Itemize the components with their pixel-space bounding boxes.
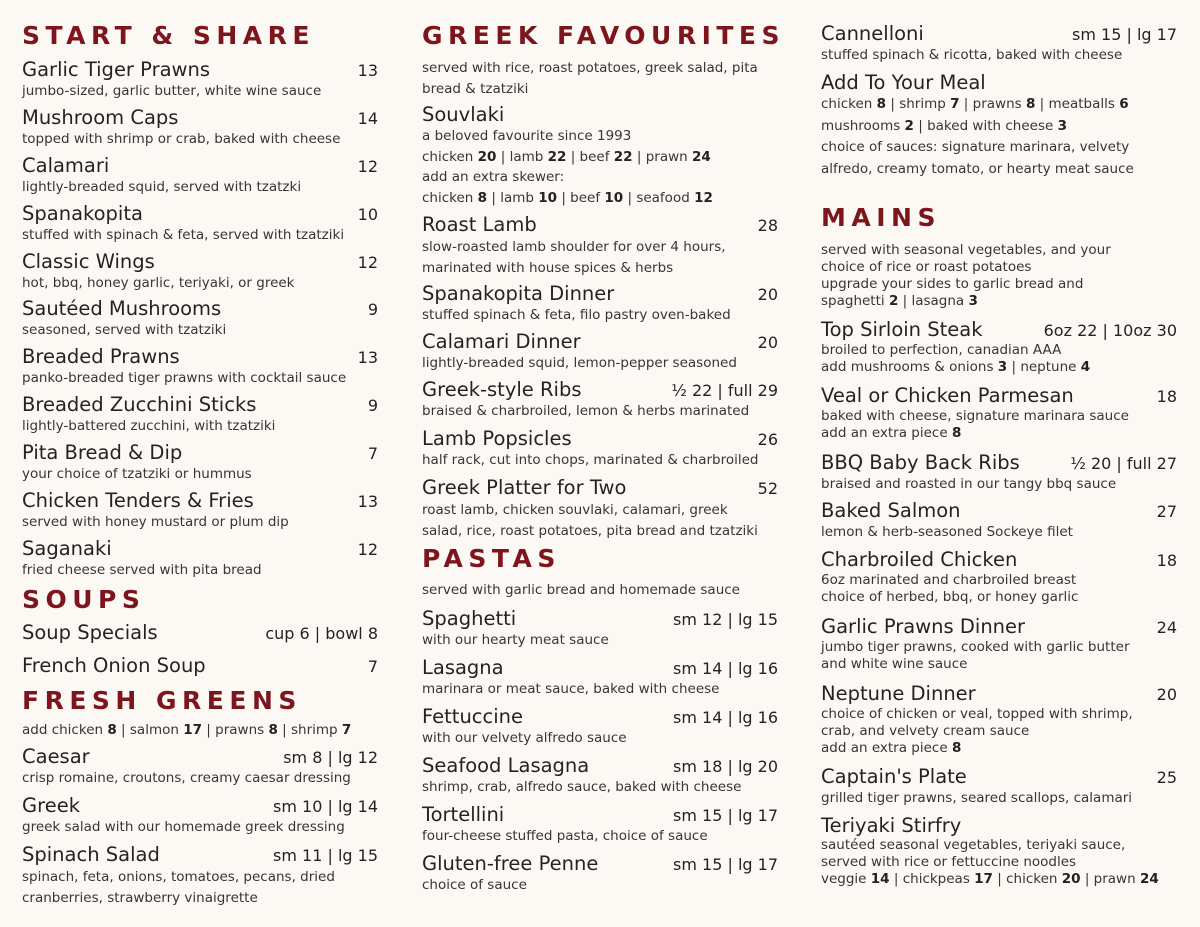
menu-item bbox=[821, 616, 1177, 673]
menu-item bbox=[821, 23, 1177, 64]
item-desc: topped with shrimp or crab, baked with cheese bbox=[22, 131, 341, 147]
item-name: Cannelloni bbox=[821, 22, 924, 45]
item-name: Mushroom Caps bbox=[22, 106, 179, 129]
menu-item bbox=[22, 155, 378, 196]
item-price: 13 bbox=[357, 492, 378, 511]
menu-item bbox=[22, 490, 378, 531]
item-desc: roast lamb, chicken souvlaki, calamari, greek bbox=[422, 502, 728, 518]
item-name: Calamari bbox=[22, 154, 110, 177]
item-desc: braised and roasted in our tangy bbq sauce bbox=[821, 476, 1117, 492]
item-price: ½ 22 | full 29 bbox=[671, 381, 778, 400]
item-desc: marinara or meat sauce, baked with cheese bbox=[422, 681, 720, 697]
menu-item bbox=[422, 283, 778, 324]
item-price: sm 8 | lg 12 bbox=[283, 748, 378, 767]
item-desc: with our hearty meat sauce bbox=[422, 632, 609, 648]
item-name: Teriyaki Stirfry bbox=[821, 814, 962, 837]
item-price: 7 bbox=[367, 444, 378, 463]
menu-item bbox=[821, 319, 1177, 376]
item-desc: stuffed spinach & ricotta, baked with cheese bbox=[821, 47, 1123, 63]
section-title-start-share: START & SHARE bbox=[22, 21, 315, 50]
item-desc: 6oz marinated and charbroiled breast bbox=[821, 572, 1077, 588]
item-price: sm 12 | lg 15 bbox=[673, 610, 778, 629]
menu-item bbox=[22, 251, 378, 292]
item-desc: spinach, feta, onions, tomatoes, pecans, dried bbox=[22, 869, 335, 885]
menu-item bbox=[821, 452, 1177, 493]
item-desc: choice of chicken or veal, topped with shrimp, bbox=[821, 706, 1133, 722]
item-name: Add To Your Meal bbox=[821, 71, 986, 94]
item-name: Top Sirloin Steak bbox=[821, 318, 983, 341]
menu-item bbox=[22, 538, 378, 579]
menu-item bbox=[422, 804, 778, 845]
item-name: Classic Wings bbox=[22, 250, 155, 273]
item-price: 24 bbox=[1156, 618, 1177, 637]
menu-item bbox=[422, 214, 778, 278]
item-price: 7 bbox=[367, 657, 378, 676]
item-price: 28 bbox=[757, 216, 778, 235]
item-name: Pita Bread & Dip bbox=[22, 441, 183, 464]
item-name: Tortellini bbox=[422, 803, 505, 826]
item-price: 13 bbox=[357, 348, 378, 367]
menu-item bbox=[22, 203, 378, 244]
item-name: Seafood Lasagna bbox=[422, 754, 590, 777]
menu-item bbox=[422, 331, 778, 372]
menu-item bbox=[422, 706, 778, 747]
item-desc: baked with cheese, signature marinara sauce bbox=[821, 408, 1129, 424]
item-name: Captain's Plate bbox=[821, 765, 967, 788]
item-desc: a beloved favourite since 1993 bbox=[422, 128, 632, 144]
item-desc: stuffed spinach & feta, filo pastry oven-baked bbox=[422, 307, 731, 323]
item-desc: panko-breaded tiger prawns with cocktail sauce bbox=[22, 370, 347, 386]
section-title-fresh-greens: FRESH GREENS bbox=[22, 686, 302, 715]
item-desc: four-cheese stuffed pasta, choice of sauce bbox=[422, 828, 708, 844]
item-price: 20 bbox=[757, 285, 778, 304]
item-price: 9 bbox=[367, 396, 378, 415]
item-price: 26 bbox=[757, 430, 778, 449]
menu-item bbox=[821, 549, 1177, 606]
item-price: ½ 20 | full 27 bbox=[1070, 454, 1177, 473]
item-desc: marinated with house spices & herbs bbox=[422, 259, 674, 276]
item-desc: braised & charbroiled, lemon & herbs marinated bbox=[422, 403, 750, 419]
item-price: 20 bbox=[757, 333, 778, 352]
item-price: 10 bbox=[357, 205, 378, 224]
item-desc: fried cheese served with pita bread bbox=[22, 562, 262, 578]
item-desc: jumbo tiger prawns, cooked with garlic butter bbox=[821, 639, 1130, 655]
menu-item bbox=[821, 385, 1177, 442]
menu-item bbox=[22, 298, 378, 339]
item-price: 12 bbox=[357, 253, 378, 272]
item-price: 18 bbox=[1156, 551, 1177, 570]
item-price: sm 15 | lg 17 bbox=[673, 855, 778, 874]
item-desc: cranberries, strawberry vinaigrette bbox=[22, 890, 258, 906]
item-name: Lamb Popsicles bbox=[422, 427, 572, 450]
item-desc: salad, rice, roast potatoes, pita bread and tzatziki bbox=[422, 523, 758, 539]
item-desc: served with honey mustard or plum dip bbox=[22, 514, 289, 530]
item-desc: lemon & herb-seasoned Sockeye filet bbox=[821, 524, 1073, 540]
menu-item bbox=[22, 844, 378, 909]
item-desc: stuffed with spinach & feta, served with tzatziki bbox=[22, 227, 345, 243]
item-desc: and white wine sauce bbox=[821, 656, 968, 672]
item-name: Soup Specials bbox=[22, 621, 158, 644]
greens-addons: add chicken 8 | salmon 17 | prawns 8 | shrimp 7 bbox=[22, 722, 352, 738]
menu-item bbox=[22, 346, 378, 387]
item-name: Garlic Tiger Prawns bbox=[22, 58, 211, 81]
item-name: French Onion Soup bbox=[22, 654, 206, 677]
item-addon: add an extra piece 8 bbox=[821, 740, 962, 756]
menu-item bbox=[22, 622, 378, 645]
item-price: 14 bbox=[357, 109, 378, 128]
item-name: Fettuccine bbox=[422, 705, 524, 728]
item-name: Saganaki bbox=[22, 537, 112, 560]
greek-note: served with rice, roast potatoes, greek salad, pita bread & tzatziki bbox=[422, 60, 758, 97]
item-desc: seasoned, served with tzatziki bbox=[22, 322, 227, 338]
item-price: sm 14 | lg 16 bbox=[673, 659, 778, 678]
item-name: Lasagna bbox=[422, 656, 504, 679]
item-price: 52 bbox=[757, 479, 778, 498]
menu-item bbox=[422, 853, 778, 894]
pastas-note: served with garlic bread and homemade sauce bbox=[422, 582, 740, 598]
menu-item bbox=[22, 59, 378, 100]
item-desc: grilled tiger prawns, seared scallops, calamari bbox=[821, 790, 1133, 806]
item-desc: jumbo-sized, garlic butter, white wine sauce bbox=[22, 83, 322, 99]
item-price: 20 bbox=[1156, 685, 1177, 704]
item-price: 12 bbox=[357, 540, 378, 559]
item-name: BBQ Baby Back Ribs bbox=[821, 451, 1020, 474]
item-name: Roast Lamb bbox=[422, 213, 537, 236]
menu-item bbox=[422, 428, 778, 469]
item-name: Chicken Tenders & Fries bbox=[22, 489, 254, 512]
section-title-soups: SOUPS bbox=[22, 585, 146, 614]
item-price: 6oz 22 | 10oz 30 bbox=[1043, 321, 1177, 340]
menu-item bbox=[821, 500, 1177, 541]
item-name: Spaghetti bbox=[422, 607, 517, 630]
sauce-note: choice of sauces: signature marinara, velvety bbox=[821, 139, 1130, 155]
skewer-note: add an extra skewer: bbox=[422, 169, 565, 185]
item-desc: crab, and velvety cream sauce bbox=[821, 723, 1030, 739]
item-name: Baked Salmon bbox=[821, 499, 961, 522]
item-price: sm 11 | lg 15 bbox=[273, 846, 378, 865]
item-desc: half rack, cut into chops, marinated & charbroiled bbox=[422, 452, 759, 468]
section-title-greek-favourites: GREEK FAVOURITES bbox=[422, 21, 786, 50]
item-desc: choice of herbed, bbq, or honey garlic bbox=[821, 589, 1079, 605]
item-addon: veggie 14 | chickpeas 17 | chicken 20 | prawn 24 bbox=[821, 871, 1159, 887]
item-desc: choice of sauce bbox=[422, 877, 527, 893]
item-name: Breaded Prawns bbox=[22, 345, 180, 368]
item-name: Sautéed Mushrooms bbox=[22, 297, 222, 320]
item-name: Spanakopita Dinner bbox=[422, 282, 615, 305]
item-price: 12 bbox=[357, 157, 378, 176]
menu-item bbox=[422, 657, 778, 698]
menu-item bbox=[22, 442, 378, 483]
menu-item bbox=[22, 655, 378, 678]
menu-item bbox=[821, 766, 1177, 807]
menu-item bbox=[821, 683, 1177, 757]
item-price: 27 bbox=[1156, 502, 1177, 521]
item-name: Caesar bbox=[22, 745, 90, 768]
item-price: 9 bbox=[367, 300, 378, 319]
item-price: sm 15 | lg 17 bbox=[673, 806, 778, 825]
menu-item bbox=[821, 815, 1177, 888]
item-name: Breaded Zucchini Sticks bbox=[22, 393, 257, 416]
menu-item bbox=[422, 755, 778, 796]
item-price: sm 14 | lg 16 bbox=[673, 708, 778, 727]
item-name: Veal or Chicken Parmesan bbox=[821, 384, 1074, 407]
item-desc: slow-roasted lamb shoulder for over 4 hours, bbox=[422, 239, 726, 255]
item-price: sm 10 | lg 14 bbox=[273, 797, 378, 816]
item-price: sm 18 | lg 20 bbox=[673, 757, 778, 776]
item-name: Garlic Prawns Dinner bbox=[821, 615, 1026, 638]
item-desc: your choice of tzatziki or hummus bbox=[22, 466, 252, 482]
item-desc: lightly-breaded squid, served with tzatzki bbox=[22, 179, 302, 195]
item-price: 18 bbox=[1156, 387, 1177, 406]
addon-line: mushrooms 2 | baked with cheese 3 bbox=[821, 117, 1067, 134]
add-to-meal bbox=[821, 72, 1177, 180]
item-desc: lightly-battered zucchini, with tzatziki bbox=[22, 418, 276, 434]
item-desc: with our velvety alfredo sauce bbox=[422, 730, 627, 746]
mains-note: served with seasonal vegetables, and your choice of rice or roast potatoes upgrade your sides to garlic bread and spaghetti 2 | lasagna 3 bbox=[821, 242, 1111, 309]
item-price: 13 bbox=[357, 61, 378, 80]
item-name: Calamari Dinner bbox=[422, 330, 581, 353]
skewer-prices: chicken 8 | lamb 10 | beef 10 | seafood 12 bbox=[422, 189, 713, 206]
item-name: Greek Platter for Two bbox=[422, 476, 627, 499]
menu-item bbox=[22, 394, 378, 435]
item-desc: greek salad with our homemade greek dressing bbox=[22, 819, 345, 835]
item-price: sm 15 | lg 17 bbox=[1072, 25, 1177, 44]
item-name: Souvlaki bbox=[422, 103, 505, 126]
menu-item-souvlaki bbox=[422, 104, 778, 208]
item-desc: lightly-breaded squid, lemon-pepper seasoned bbox=[422, 355, 737, 371]
menu-item bbox=[422, 608, 778, 649]
addon-line: chicken 8 | shrimp 7 | prawns 8 | meatballs 6 bbox=[821, 96, 1129, 112]
item-name: Neptune Dinner bbox=[821, 682, 976, 705]
item-desc: served with rice or fettuccine noodles bbox=[821, 854, 1077, 870]
item-desc: hot, bbq, honey garlic, teriyaki, or greek bbox=[22, 275, 295, 291]
item-addon: add mushrooms & onions 3 | neptune 4 bbox=[821, 359, 1091, 375]
item-name: Charbroiled Chicken bbox=[821, 548, 1018, 571]
item-name: Spinach Salad bbox=[22, 843, 160, 866]
item-desc: crisp romaine, croutons, creamy caesar dressing bbox=[22, 770, 351, 786]
item-name: Spanakopita bbox=[22, 202, 143, 225]
item-desc: shrimp, crab, alfredo sauce, baked with cheese bbox=[422, 779, 742, 795]
section-title-pastas: PASTAS bbox=[422, 544, 561, 573]
menu-item bbox=[22, 107, 378, 148]
section-title-mains: MAINS bbox=[821, 203, 941, 232]
souvlaki-prices: chicken 20 | lamb 22 | beef 22 | prawn 24 bbox=[422, 148, 711, 165]
menu-item bbox=[422, 379, 778, 420]
item-name: Gluten-free Penne bbox=[422, 852, 599, 875]
item-name: Greek bbox=[22, 794, 80, 817]
item-desc: broiled to perfection, canadian AAA bbox=[821, 342, 1062, 358]
item-price: 25 bbox=[1156, 768, 1177, 787]
sauce-note: alfredo, creamy tomato, or hearty meat sauce bbox=[821, 160, 1134, 177]
menu-item bbox=[422, 477, 778, 542]
menu-item bbox=[22, 795, 378, 836]
menu-item bbox=[22, 746, 378, 787]
item-name: Greek-style Ribs bbox=[422, 378, 582, 401]
item-price: cup 6 | bowl 8 bbox=[265, 624, 378, 643]
item-addon: add an extra piece 8 bbox=[821, 425, 962, 441]
item-desc: sautéed seasonal vegetables, teriyaki sauce, bbox=[821, 837, 1126, 853]
